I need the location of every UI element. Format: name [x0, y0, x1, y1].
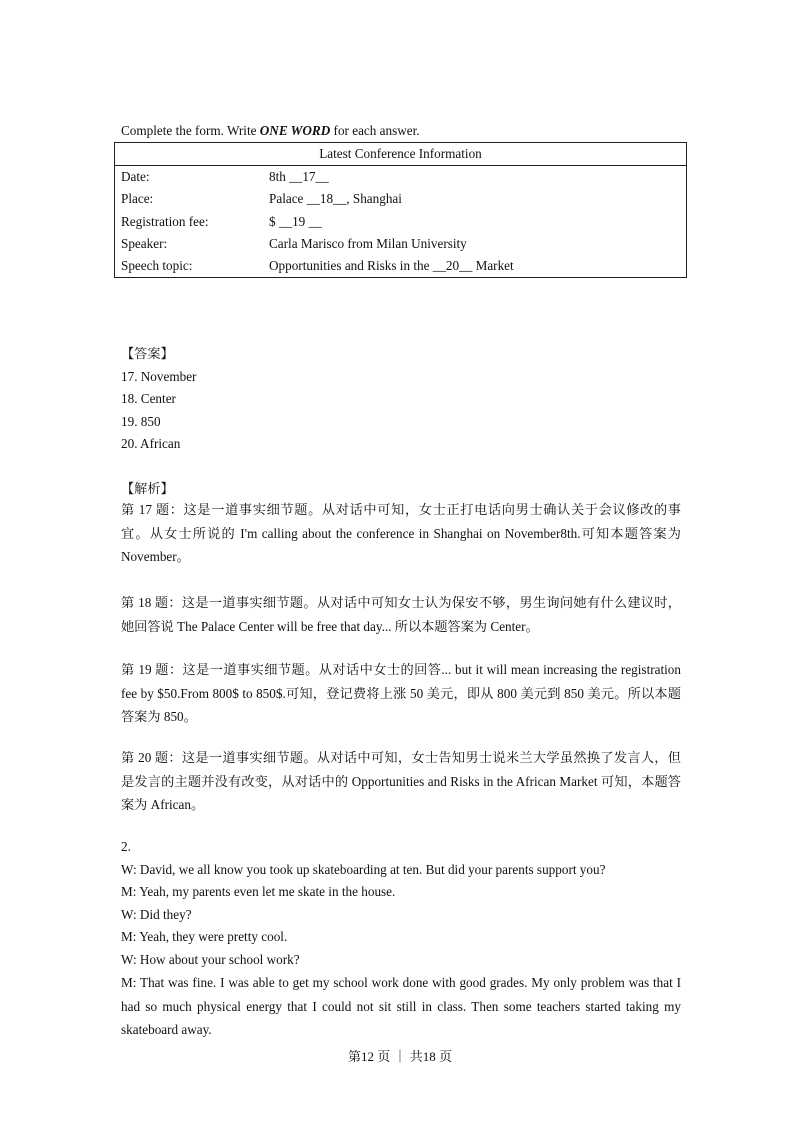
- form-row: [115, 255, 687, 278]
- analysis-paragraph: 第 17 题：这是一道事实细节题。从对话中可知，女士正打电话向男士确认关于会议修改的事宜。从女士所说的 I'm calling about the conference in Shanghai on November8th.可知本题答案为 November。: [121, 502, 681, 564]
- answers-section: [121, 343, 681, 456]
- dialogue-number: 2.: [121, 839, 131, 854]
- dialogue-line: W: David, we all know you took up skateboarding at ten. But did your parents support you?: [121, 861, 606, 877]
- analysis-heading: 【解析】: [121, 481, 174, 496]
- instruction-emphasis: ONE WORD: [259, 123, 331, 138]
- answer-item: 18. Center: [121, 391, 176, 406]
- analysis-paragraph: 第 19 题：这是一道事实细节题。从对话中女士的回答... but it will mean increasing the registration fee by $50.From 800$ to 850$.可知，登记费将上涨 50 美元，即从 800 美元到 850 美元。所以本题答案为 850。: [121, 662, 681, 724]
- form-value-fee: $ __19 __: [269, 213, 322, 229]
- form-row: [115, 233, 687, 255]
- form-row: [115, 211, 687, 233]
- answer-item: 20. African: [121, 436, 181, 451]
- answer-item: 17. November: [121, 368, 197, 384]
- answers-heading: 【答案】: [121, 346, 174, 361]
- dialogue-line: M: Yeah, they were pretty cool.: [121, 929, 288, 944]
- form-label-place: Place:: [121, 191, 154, 207]
- page-footer: 第12 页 ｜ 共18 页: [347, 1049, 452, 1064]
- form-row: [115, 166, 687, 189]
- form-label-speaker: Speaker:: [121, 236, 168, 252]
- form-label-date: Date:: [121, 169, 150, 185]
- instruction-before: Complete the form. Write: [121, 123, 260, 138]
- analysis-paragraph: 第 18 题：这是一道事实细节题。从对话中可知女士认为保安不够，男生询问她有什么建议时，她回答说 The Palace Center will be free that day... 所以本题答案为 Center。: [121, 595, 681, 634]
- form-row: [115, 188, 687, 210]
- dialogue-line: M: That was fine. I was able to get my school work done with good grades. My only problem was that I had so much physical energy that I could not sit still in class. Then some teachers started taking my skateboard away.: [121, 975, 681, 1037]
- conference-form: [114, 142, 687, 278]
- instruction-after: for each answer.: [330, 123, 420, 138]
- dialogue-section: [121, 836, 681, 1042]
- dialogue-line: W: Did they?: [121, 906, 192, 922]
- form-title: Latest Conference Information: [115, 143, 687, 166]
- form-label-topic: Speech topic:: [121, 258, 193, 274]
- form-value-place: Palace __18__, Shanghai: [269, 191, 402, 207]
- answer-item: 19. 850: [121, 413, 161, 429]
- dialogue-line: W: How about your school work?: [121, 951, 300, 967]
- form-label-fee: Registration fee:: [121, 213, 209, 229]
- form-value-speaker: Carla Marisco from Milan University: [269, 236, 467, 252]
- form-value-topic: Opportunities and Risks in the __20__ Market: [269, 258, 514, 274]
- dialogue-line: M: Yeah, my parents even let me skate in the house.: [121, 884, 396, 899]
- instruction-text: [121, 122, 420, 140]
- analysis-paragraph: 第 20 题：这是一道事实细节题。从对话中可知，女士告知男士说米兰大学虽然换了发言人，但是发言的主题并没有改变，从对话中的 Opportunities and Risks in the African Market 可知，本题答案为 African。: [121, 750, 681, 812]
- form-value-date: 8th __17__: [269, 169, 329, 185]
